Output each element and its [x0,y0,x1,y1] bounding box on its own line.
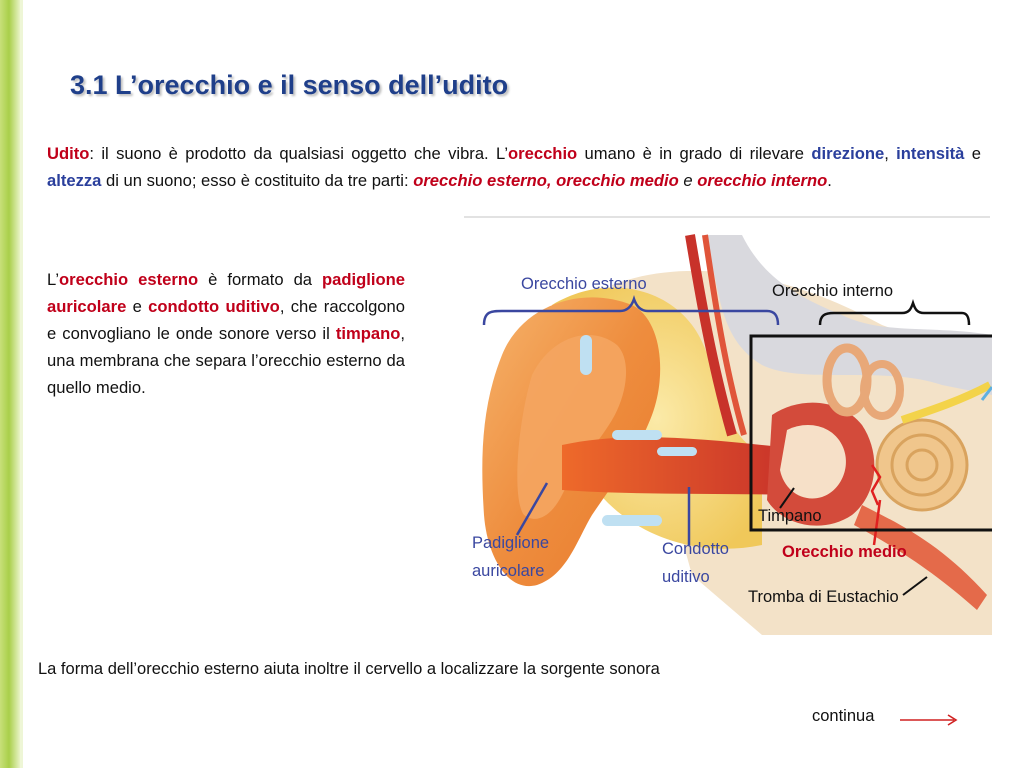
kw-orecchio-esterno: orecchio esterno [413,171,547,190]
intro-text-2: umano è in grado di rilevare [577,144,812,163]
kw-direzione: direzione [811,144,885,163]
outer-text-4: , che raccolgono e convogliano le onde sonore verso il [47,297,405,343]
kw-eardrum: timpano [335,324,401,343]
slide-title: 3.1 L’orecchio e il senso dell’udito [70,70,509,100]
kw-intensita: intensità [896,144,965,163]
label-eustachian-tube: Tromba di Eustachio [748,588,899,606]
kw-altezza: altezza [47,171,102,190]
label-canal-line2: uditivo [662,568,710,586]
kw-udito: Udito [47,144,90,163]
outer-ear-paragraph [47,266,405,401]
ear-anatomy-figure [462,215,992,635]
kw-ear-canal: condotto uditivo [148,297,280,316]
label-outer-ear: Orecchio esterno [521,275,647,293]
left-accent-bar [0,0,20,768]
outer-text-3: e [126,297,149,316]
kw-orecchio-interno: orecchio interno [697,171,828,190]
intro-text-4: e [964,144,981,163]
kw-orecchio-medio: orecchio medio [556,171,679,190]
intro-text-5: di un suono; esso è costituito da tre parti: [101,171,414,190]
bottom-note: La forma dell’orecchio esterno aiuta inoltre il cervello a localizzare la sorgente sonora [38,660,660,678]
intro-period: . [827,171,832,190]
kw-pinna: padiglione auricolare [47,270,405,316]
label-canal-line1: Condotto [662,540,729,558]
continue-link[interactable]: continua [812,707,875,725]
label-pinna-line1: Padiglione [472,534,550,552]
intro-paragraph [47,140,981,194]
intro-text-1: : il suono è prodotto da qualsiasi oggetto che vibra. L’ [89,144,509,163]
label-eardrum: Timpano [758,507,822,525]
intro-comma: , [546,171,557,190]
intro-text-6: e [678,171,698,190]
outer-text-1: L’ [47,270,59,289]
right-arrow-icon[interactable] [898,712,960,728]
label-middle-ear: Orecchio medio [782,543,907,561]
label-pinna-line2: auricolare [472,562,545,580]
outer-text-2: è formato da [198,270,323,289]
left-accent-strip [20,0,23,768]
outer-text-5: , una membrana che separa l’orecchio esterno da quello medio. [47,324,405,397]
intro-text-3: , [884,144,897,163]
kw-outer-ear: orecchio esterno [59,270,199,289]
label-inner-ear: Orecchio interno [772,282,894,300]
kw-orecchio: orecchio [508,144,578,163]
